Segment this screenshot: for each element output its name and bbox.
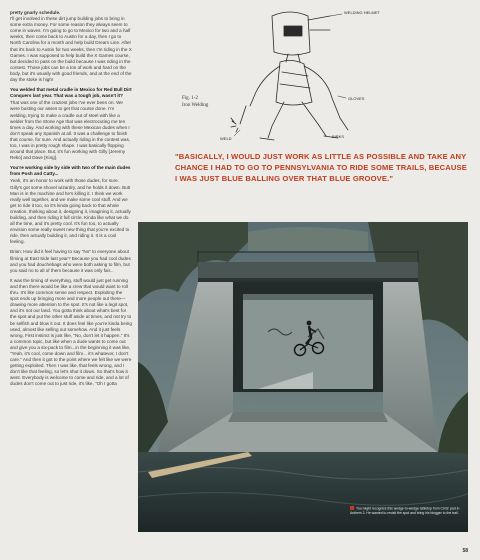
figure-caption-line: Iron Welding	[182, 102, 209, 108]
answer: Brian: How did it feel having to say "No" to everyone about filming at East Side last year? Because you had cool dudes and you had douchebags who were both asking to film, but you said no to all of them because it was only fair...	[10, 249, 131, 273]
welding-sketch-drawing	[180, 6, 410, 146]
welding-sketch	[180, 6, 410, 146]
interview-column	[10, 10, 132, 392]
answer: It was the timing of everything, stuff would just get running and then there would be like a crew that would want to roll thru. It's like common sense and respect. Exploiting the spot ends up bringing more and more people out there—drawing more attention to the spot. It's not like a legit spot, and it's not our land. You gotta think about what's best for the spot and put the other stuff aside at times, and not try to be selfish and blow it out. It does feel like you're kinda being used, almost like selling out somehow. And it just feels wrong. First instinct is just like, "No, don't let it happen." It's a common topic, but like when a dude wants to come out and give you a six-pack to film...in the beginning it was like, "Yeah, it's cool, come down and film... it's whatever, I don't care." And then it got to the point where we felt like we were getting exploited. Then I was like, that feels wrong, and I don't like that feeling, so let's shut it down. So that's how it went. Everybody is welcome to come and ride, and a lot of dudes don't come out to just ride, it's like, "Oh I gotta	[10, 277, 132, 387]
pull-quote: "BASICALLY, I WOULD JUST WORK AS LITTLE AS POSSIBLE AND TAKE ANY CHANCE I HAD TO GO TO PENNSYLVANIA TO RIDE SOME TRAILS, BECAUSE I WAS JUST BLUE BALLING OVER THAT BLUE GROOVE."	[175, 152, 467, 183]
sketch-label-gloves: GLOVES	[348, 96, 365, 101]
bmx-photo-image	[138, 222, 468, 532]
sketch-label-weld: WELD	[220, 136, 232, 141]
photo-caption-text: You might recognize this wedge-to-wedge tabletop from Chris' part in Anthem 2. He wanted to revisit the spot and bring his blogger to the trail.	[350, 506, 460, 515]
answer: Yeah, it's an honor to work with those dudes, for sure. Gilly's got some shovel wizardry, and he holds it down. Butt Man is in the machine and he's killing it. I think we work really well together, and we make some cool stuff. And we get to ride it too, so it's kinda going back to that whole creation, thinking about it, designing it, imagining it, actually building, and then riding it full circle. Kinda like what we do all the time, and it's pretty cool. It's fun too, to actually envision some really sweet new thing that you're excited to ride, then actually building it, and riding it. It is a cool feeling.	[10, 178, 131, 245]
sketch-label-birks: BIRKS	[332, 134, 345, 139]
photo-caption	[350, 506, 465, 515]
helmet-visor	[284, 26, 302, 36]
bmx-photo	[138, 222, 468, 532]
paragraph: I'll get involved in these dirt jump building jobs to bring in some extra money. For some reason they always seem to come in waves. I'm going to go to Mexico for two and a half weeks, then come back to Austin for a day, then I go to North Carolina for a month and help build Dream Line. After that it's back to Austin for two weeks, then I'm riding in the X Games. I was supposed to help build the X Games course, but decided to pass on the build because I was riding in the contest. Those jobs can be a ton of work and hard on the body, but it's usually with good friends, and at the end of the day the stoke is high!	[10, 16, 132, 83]
sketch-label-helmet: WELDING HELMET	[344, 10, 381, 15]
page-number: 58	[462, 548, 468, 554]
figure-caption	[182, 96, 208, 109]
paragraph-lead-bold: pretty gnarly schedule.	[10, 10, 61, 15]
caption-marker	[350, 506, 354, 510]
figure-caption-line: Fig. 1-2	[182, 96, 198, 101]
question: You're working side by side with two of the main dudes from Posh and Catty...	[10, 165, 131, 177]
question: You welded that metal cradle in Mexico for Red Bull Dirt Conquers last year. That was a tough job, wasn't it?	[10, 87, 132, 99]
answer: That was one of the craziest jobs I've ever been on. We were busting our asses to get that course done. I'm welding, trying to make a cradle out of steel with like a welder from the Stone Age that was electrocuting me ten times a day. And working with these Mexican dudes when I don't speak any Spanish at all. It was a challenge to finish that course, for sure. And actually riding in the contest was, too, I was in pretty rough shape. I was basically flopping around that place. But, it's fun working with Gilly [Jeremy Reko] and Dave [King].	[10, 100, 131, 161]
